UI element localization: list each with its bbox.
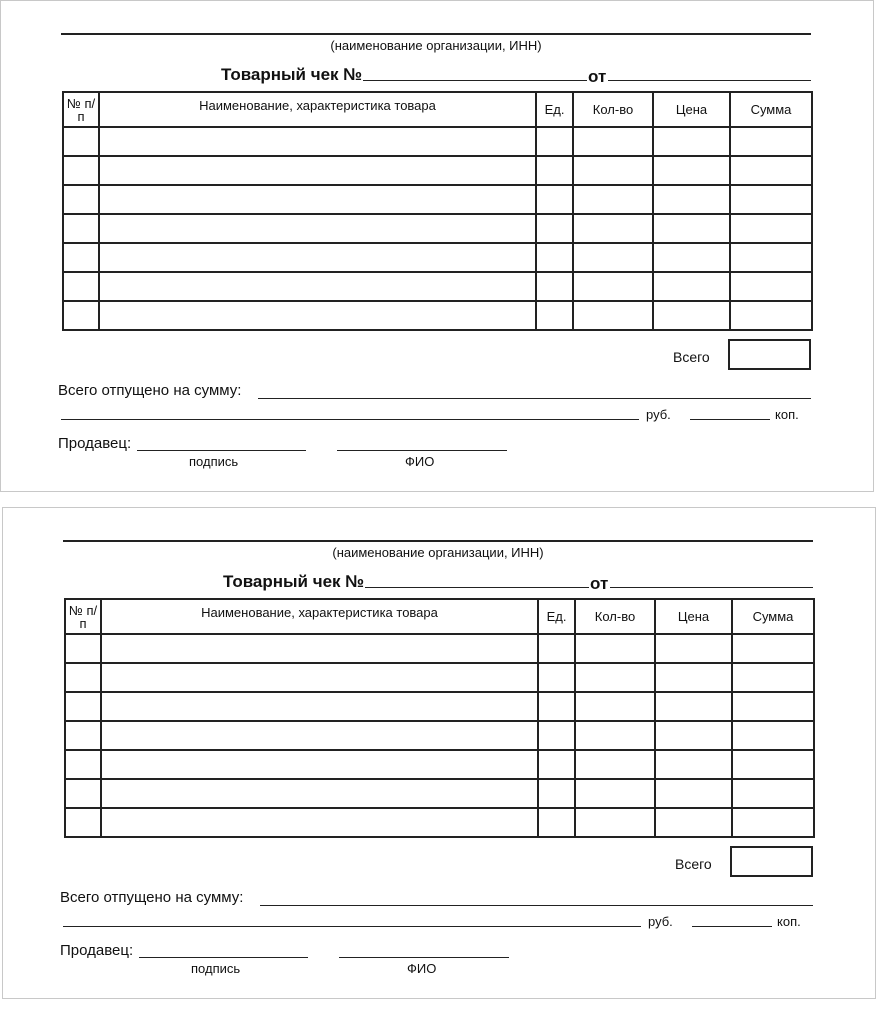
- org-name-line[interactable]: [61, 33, 811, 35]
- col-header-unit: Ед.: [536, 92, 573, 127]
- issued-sum-line[interactable]: [260, 905, 813, 906]
- items-table: [64, 598, 815, 838]
- cell-price[interactable]: [655, 663, 732, 692]
- cell-sum[interactable]: [730, 127, 812, 156]
- signature-caption: подпись: [189, 454, 239, 469]
- cell-qty[interactable]: [575, 808, 655, 837]
- cell-number[interactable]: [63, 301, 99, 330]
- cell-unit[interactable]: [538, 721, 575, 750]
- cell-unit[interactable]: [536, 156, 573, 185]
- cell-sum[interactable]: [730, 243, 812, 272]
- table-row: [65, 750, 814, 779]
- cell-sum[interactable]: [730, 185, 812, 214]
- cell-number[interactable]: [65, 750, 101, 779]
- cell-sum[interactable]: [730, 272, 812, 301]
- total-sum-field[interactable]: [730, 846, 813, 877]
- col-header-sum: Сумма: [730, 92, 812, 127]
- col-header-number: № п/п: [65, 599, 101, 634]
- table-row: [63, 272, 812, 301]
- cell-number[interactable]: [65, 721, 101, 750]
- signature-caption: подпись: [191, 961, 241, 976]
- fio-caption: ФИО: [405, 454, 435, 469]
- table-row: [63, 156, 812, 185]
- org-name-line[interactable]: [63, 540, 813, 542]
- org-caption: (наименование организации, ИНН): [332, 545, 544, 560]
- col-header-price: Цена: [655, 599, 732, 634]
- receipt-date-line[interactable]: [610, 587, 813, 588]
- cell-unit[interactable]: [538, 750, 575, 779]
- fio-line[interactable]: [337, 450, 507, 451]
- cell-qty[interactable]: [575, 692, 655, 721]
- cell-price[interactable]: [653, 272, 730, 301]
- cell-name[interactable]: [101, 634, 538, 663]
- cell-sum[interactable]: [730, 214, 812, 243]
- cell-name[interactable]: [99, 243, 536, 272]
- cell-price[interactable]: [653, 156, 730, 185]
- issued-sum-label: Всего отпущено на сумму:: [60, 889, 244, 906]
- cell-name[interactable]: [101, 808, 538, 837]
- fio-caption: ФИО: [407, 961, 437, 976]
- total-label: Всего: [673, 349, 710, 365]
- cell-qty[interactable]: [573, 272, 653, 301]
- col-header-name: Наименование, характеристика товара: [99, 92, 536, 127]
- cell-number[interactable]: [63, 127, 99, 156]
- cell-number[interactable]: [65, 808, 101, 837]
- cell-name[interactable]: [99, 156, 536, 185]
- cell-price[interactable]: [653, 243, 730, 272]
- cell-number[interactable]: [65, 779, 101, 808]
- sum-in-words-line[interactable]: [61, 419, 639, 420]
- cell-sum[interactable]: [730, 301, 812, 330]
- seller-label: Продавец:: [58, 435, 132, 452]
- cell-price[interactable]: [655, 808, 732, 837]
- cell-unit[interactable]: [536, 301, 573, 330]
- table-row: [63, 185, 812, 214]
- table-row: [65, 779, 814, 808]
- cell-sum[interactable]: [732, 692, 814, 721]
- cell-name[interactable]: [101, 779, 538, 808]
- kop-label: коп.: [777, 914, 801, 929]
- col-header-qty: Кол-во: [573, 92, 653, 127]
- cell-qty[interactable]: [575, 634, 655, 663]
- org-caption: (наименование организации, ИНН): [330, 38, 542, 53]
- cell-number[interactable]: [65, 634, 101, 663]
- table-row: [65, 721, 814, 750]
- cell-qty[interactable]: [573, 243, 653, 272]
- cell-unit[interactable]: [538, 692, 575, 721]
- cell-price[interactable]: [655, 634, 732, 663]
- cell-unit[interactable]: [536, 185, 573, 214]
- cell-unit[interactable]: [536, 243, 573, 272]
- col-header-unit: Ед.: [538, 599, 575, 634]
- cell-unit[interactable]: [536, 272, 573, 301]
- cell-name[interactable]: [101, 721, 538, 750]
- table-header: [63, 92, 812, 127]
- col-header-sum: Сумма: [732, 599, 814, 634]
- issued-sum-label: Всего отпущено на сумму:: [58, 382, 242, 399]
- cell-unit[interactable]: [536, 214, 573, 243]
- table-row: [65, 663, 814, 692]
- cell-price[interactable]: [655, 750, 732, 779]
- cell-sum[interactable]: [730, 156, 812, 185]
- cell-qty[interactable]: [573, 127, 653, 156]
- table-row: [63, 243, 812, 272]
- receipt-form-2: [2, 507, 876, 999]
- total-label: Всего: [675, 856, 712, 872]
- cell-number[interactable]: [65, 692, 101, 721]
- kopecks-line[interactable]: [690, 419, 770, 420]
- cell-price[interactable]: [655, 721, 732, 750]
- receipt-form-1: [0, 0, 874, 492]
- receipt-number-line[interactable]: [365, 587, 589, 588]
- total-sum-field[interactable]: [728, 339, 811, 370]
- date-prefix: от: [590, 574, 609, 593]
- cell-name[interactable]: [99, 214, 536, 243]
- cell-unit[interactable]: [538, 663, 575, 692]
- items-table: [62, 91, 813, 331]
- cell-qty[interactable]: [575, 721, 655, 750]
- cell-qty[interactable]: [573, 156, 653, 185]
- kop-label: коп.: [775, 407, 799, 422]
- cell-sum[interactable]: [732, 779, 814, 808]
- cell-price[interactable]: [655, 692, 732, 721]
- signature-line[interactable]: [137, 450, 306, 451]
- cell-qty[interactable]: [575, 779, 655, 808]
- rub-label: руб.: [646, 407, 671, 422]
- rub-label: руб.: [648, 914, 673, 929]
- cell-number[interactable]: [63, 185, 99, 214]
- cell-sum[interactable]: [732, 663, 814, 692]
- cell-number[interactable]: [63, 243, 99, 272]
- cell-unit[interactable]: [538, 808, 575, 837]
- table-row: [65, 634, 814, 663]
- cell-name[interactable]: [99, 301, 536, 330]
- cell-unit[interactable]: [536, 127, 573, 156]
- cell-price[interactable]: [653, 127, 730, 156]
- cell-price[interactable]: [653, 301, 730, 330]
- table-row: [65, 808, 814, 837]
- col-header-qty: Кол-во: [575, 599, 655, 634]
- cell-price[interactable]: [653, 214, 730, 243]
- fio-line[interactable]: [339, 957, 509, 958]
- table-header: [65, 599, 814, 634]
- cell-sum[interactable]: [732, 750, 814, 779]
- cell-number[interactable]: [63, 214, 99, 243]
- cell-qty[interactable]: [573, 185, 653, 214]
- cell-name[interactable]: [101, 663, 538, 692]
- kopecks-line[interactable]: [692, 926, 772, 927]
- col-header-name: Наименование, характеристика товара: [101, 599, 538, 634]
- cell-number[interactable]: [65, 663, 101, 692]
- cell-sum[interactable]: [732, 808, 814, 837]
- cell-unit[interactable]: [538, 634, 575, 663]
- receipt-title: Товарный чек №: [223, 572, 365, 591]
- cell-sum[interactable]: [732, 721, 814, 750]
- col-header-price: Цена: [653, 92, 730, 127]
- col-header-number: № п/п: [63, 92, 99, 127]
- table-row: [63, 127, 812, 156]
- cell-sum[interactable]: [732, 634, 814, 663]
- cell-name[interactable]: [99, 185, 536, 214]
- cell-name[interactable]: [99, 127, 536, 156]
- sum-in-words-line[interactable]: [63, 926, 641, 927]
- cell-name[interactable]: [101, 750, 538, 779]
- seller-label: Продавец:: [60, 942, 134, 959]
- cell-price[interactable]: [655, 779, 732, 808]
- cell-qty[interactable]: [575, 750, 655, 779]
- cell-unit[interactable]: [538, 779, 575, 808]
- table-row: [63, 214, 812, 243]
- cell-name[interactable]: [99, 272, 536, 301]
- receipt-date-line[interactable]: [608, 80, 811, 81]
- cell-number[interactable]: [63, 156, 99, 185]
- table-row: [63, 301, 812, 330]
- date-prefix: от: [588, 67, 607, 86]
- cell-number[interactable]: [63, 272, 99, 301]
- cell-qty[interactable]: [573, 214, 653, 243]
- cell-qty[interactable]: [573, 301, 653, 330]
- issued-sum-line[interactable]: [258, 398, 811, 399]
- signature-line[interactable]: [139, 957, 308, 958]
- cell-name[interactable]: [101, 692, 538, 721]
- receipt-title: Товарный чек №: [221, 65, 363, 84]
- cell-qty[interactable]: [575, 663, 655, 692]
- table-row: [65, 692, 814, 721]
- receipt-number-line[interactable]: [363, 80, 587, 81]
- cell-price[interactable]: [653, 185, 730, 214]
